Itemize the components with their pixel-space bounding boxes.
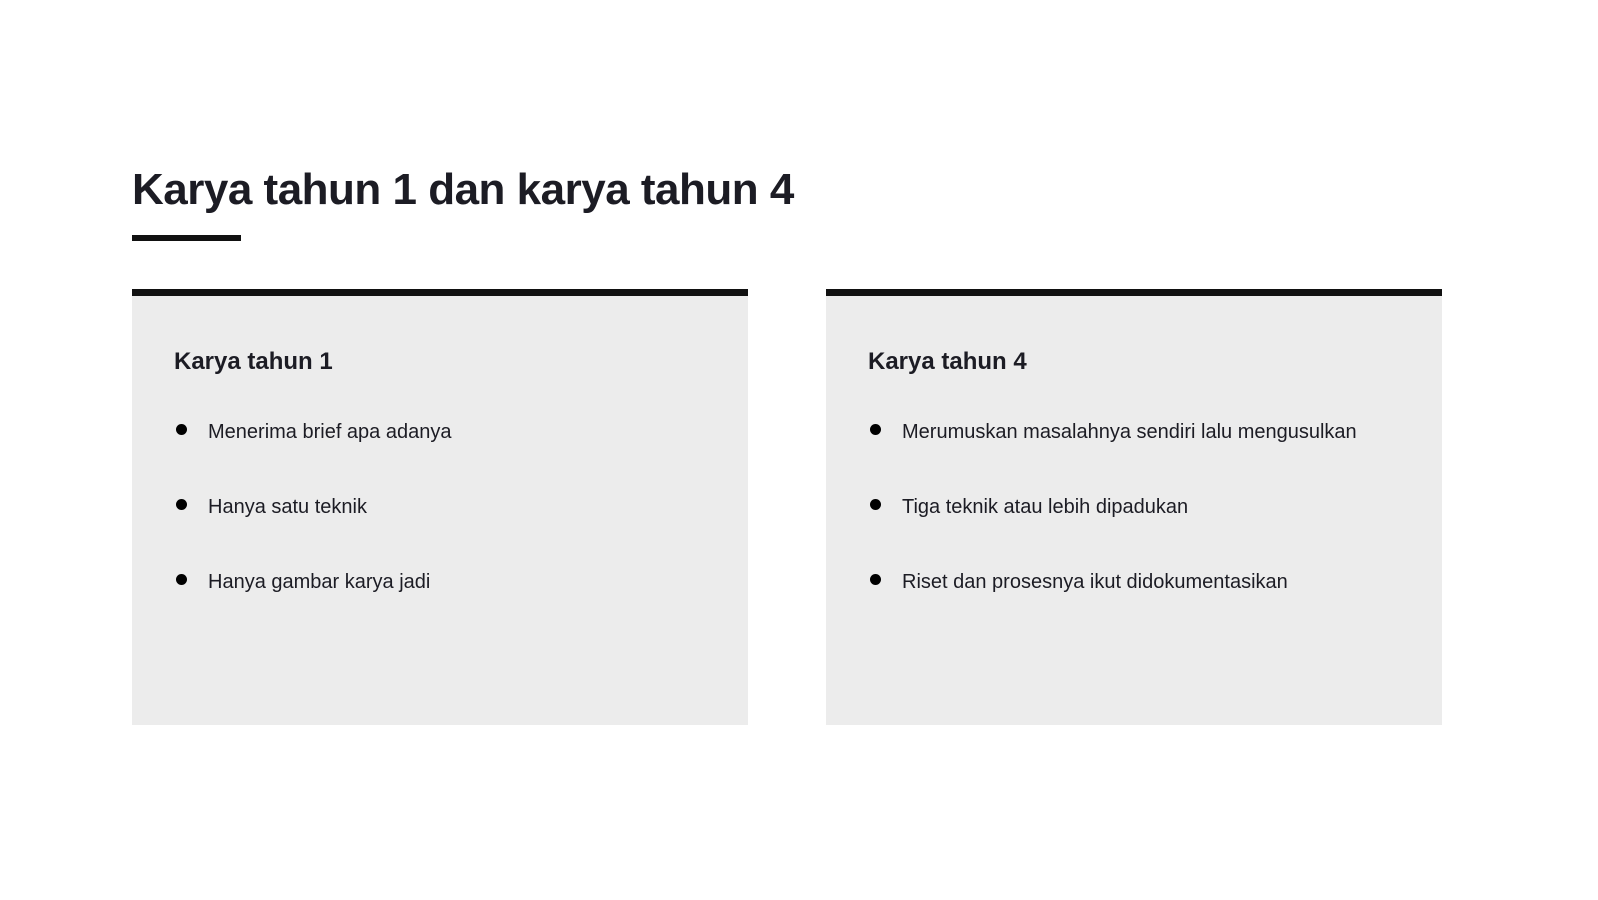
card-heading: Karya tahun 1 — [174, 348, 333, 375]
list-item — [174, 417, 451, 492]
bullet-icon — [176, 574, 187, 585]
list-item-text: Hanya gambar karya jadi — [208, 571, 431, 593]
list-item-text: Merumuskan masalahnya sendiri lalu mengusulkan — [902, 421, 1357, 443]
bullet-icon — [176, 424, 187, 435]
bullet-icon — [176, 499, 187, 510]
bullet-list — [174, 417, 451, 642]
list-item — [868, 492, 1357, 567]
list-item — [868, 417, 1357, 492]
card-year-4 — [826, 289, 1442, 725]
card-heading: Karya tahun 4 — [868, 348, 1027, 375]
list-item-text: Hanya satu teknik — [208, 496, 367, 518]
list-item-text: Riset dan prosesnya ikut didokumentasikan — [902, 571, 1288, 593]
list-item — [868, 567, 1357, 642]
list-item — [174, 492, 451, 567]
list-item — [174, 567, 451, 642]
bullet-icon — [870, 574, 881, 585]
list-item-text: Menerima brief apa adanya — [208, 421, 452, 443]
title-underline — [132, 235, 241, 241]
card-year-1 — [132, 289, 748, 725]
bullet-icon — [870, 499, 881, 510]
bullet-list — [868, 417, 1357, 642]
bullet-icon — [870, 424, 881, 435]
slide-title: Karya tahun 1 dan karya tahun 4 — [132, 165, 794, 214]
list-item-text: Tiga teknik atau lebih dipadukan — [902, 496, 1189, 518]
